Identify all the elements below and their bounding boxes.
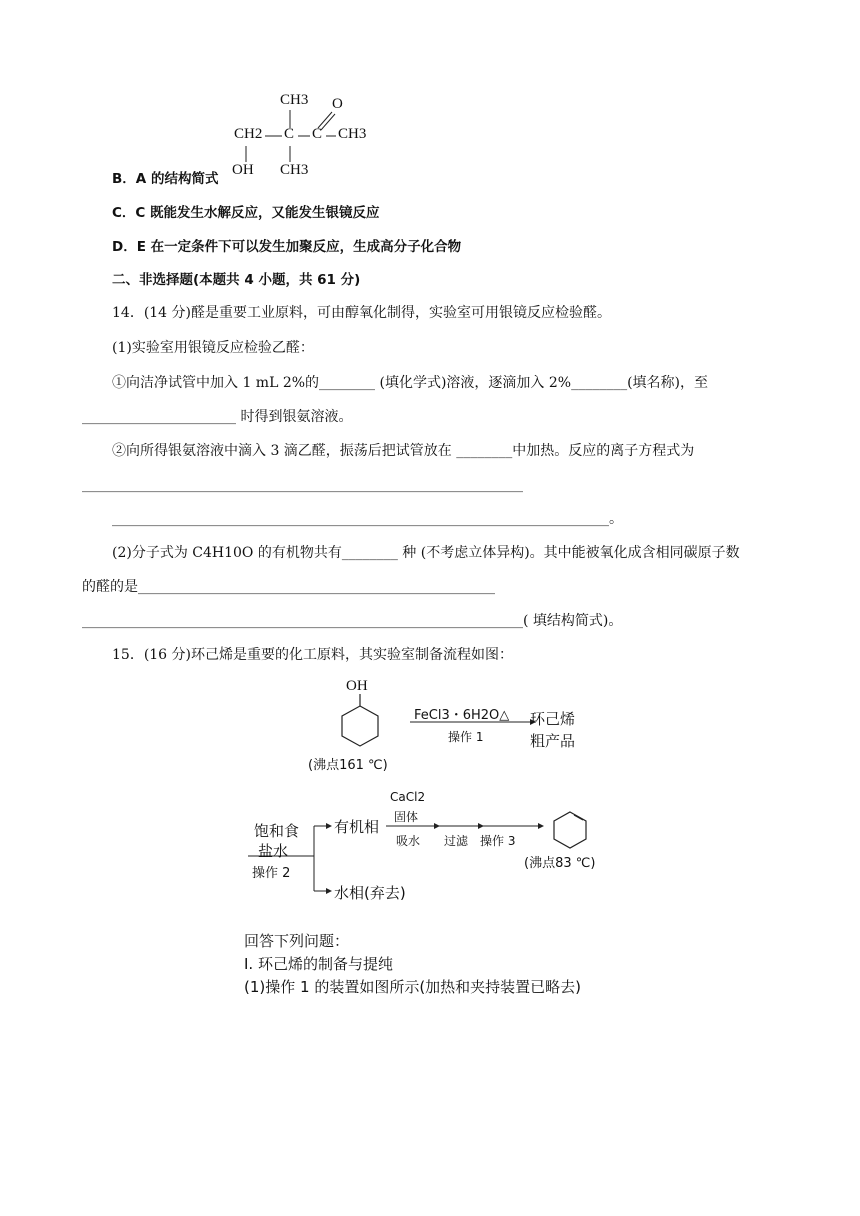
q14-part1-step2c: _______________________________________________________________________。 [112, 511, 623, 527]
part-1-heading: Ⅰ. 环己烯的制备与提纯 [244, 955, 393, 973]
structure-a [228, 88, 388, 188]
ch3-right: CH3 [338, 126, 367, 142]
ch3-bottom: CH3 [280, 162, 309, 178]
crude-product-2: 粗产品 [530, 732, 576, 750]
operation-2: 操作 2 [252, 866, 291, 881]
option-d: D．E 在一定条件下可以发生加聚反应，生成高分子化合物 [112, 239, 462, 255]
option-b: B．A 的结构简式 [112, 171, 219, 187]
oxygen: O [332, 96, 343, 112]
crude-product-1: 环己烯 [530, 710, 576, 728]
filter-label: 过滤 [444, 834, 469, 848]
ch2-group: CH2 [234, 126, 263, 142]
sub-question-1: (1)操作 1 的装置如图所示(加热和夹持装置已略去) [244, 978, 582, 996]
reagent-label: FeCl3・6H2O△ [414, 708, 510, 723]
q14-part1: (1)实验室用银镜反应检验乙醛： [112, 340, 314, 356]
q14-part1-step1a: ①向洁净试管中加入 1 mL 2%的________ (填化学式)溶液，逐滴加入 2%________(填名称)，至 [112, 375, 708, 391]
q14-part1-step1b: ______________________ 时得到银氨溶液。 [82, 409, 353, 425]
ch3-top: CH3 [280, 92, 309, 108]
carbon-2: C [312, 126, 323, 142]
answer-prompt: 回答下列问题： [244, 932, 350, 950]
flow-step-1 [300, 676, 600, 776]
cacl2-label: CaCl2 [390, 790, 426, 804]
q14-part1-step2b: _______________________________________________________________ [82, 477, 523, 493]
q14-stem: 14．(14 分)醛是重要工业原料，可由醇氧化制得，实验室可用银镜反应检验醛。 [112, 305, 612, 321]
q14-part2c: _______________________________________________________________( 填结构简式)。 [82, 613, 623, 629]
organic-phase: 有机相 [334, 818, 380, 836]
flow-step-2 [248, 786, 628, 906]
q14-part2b: 的醛的是___________________________________________________ [82, 579, 495, 595]
brine-label-1: 饱和食 [254, 822, 300, 840]
q14-part1-step2a: ②向所得银氨溶液中滴入 3 滴乙醛，振荡后把试管放在 ________中加热。反应的离子方程式为 [112, 443, 695, 459]
operation-1: 操作 1 [448, 730, 484, 744]
carbon-1: C [284, 126, 295, 142]
boiling-point-1: (沸点161 ℃) [308, 758, 388, 773]
operation-3: 操作 3 [480, 834, 516, 848]
oh-group: OH [232, 162, 254, 178]
oh-label: OH [346, 678, 368, 694]
option-c: C．C 既能发生水解反应，又能发生银镜反应 [112, 205, 380, 221]
q14-part2a: (2)分子式为 C4H10O 的有机物共有________ 种 (不考虑立体异构)。其中能被氧化成含相同碳原子数 [112, 545, 740, 561]
q15-stem: 15．(16 分)环己烯是重要的化工原料，其实验室制备流程如图： [112, 647, 514, 663]
section-heading: 二、非选择题(本题共 4 小题，共 61 分) [112, 272, 361, 288]
absorb-water-label: 吸水 [396, 834, 421, 848]
aqueous-phase: 水相(弃去) [334, 884, 406, 902]
boiling-point-2: (沸点83 ℃) [524, 856, 596, 871]
flow-lines [248, 786, 628, 906]
brine-label-2: 盐水 [258, 842, 289, 860]
solid-label: 固体 [394, 810, 419, 824]
